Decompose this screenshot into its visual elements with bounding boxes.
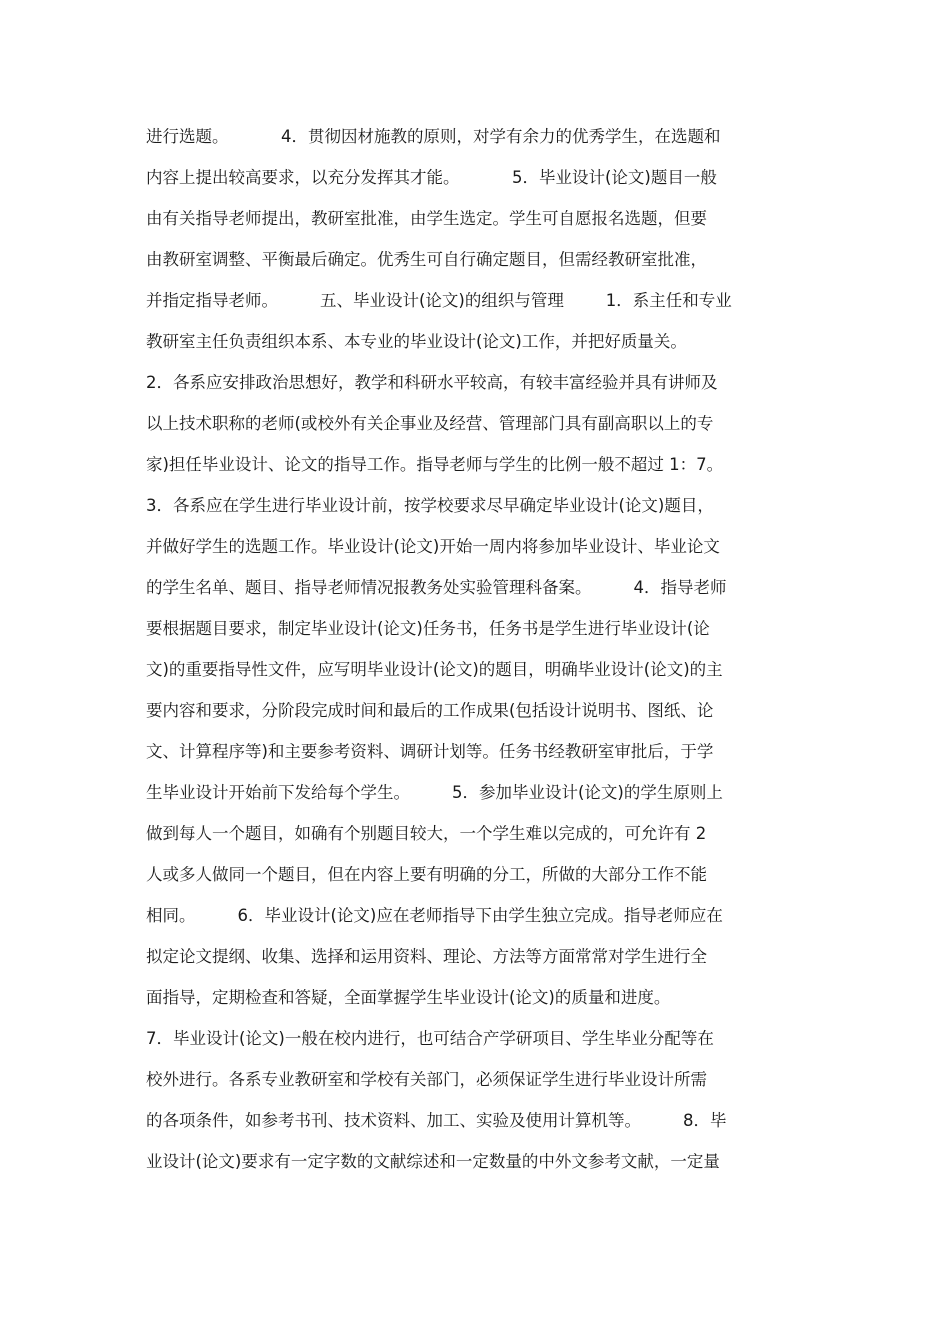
text-line: 教研室主任负责组织本系、本专业的毕业设计(论文)工作，并把好质量关。: [146, 332, 687, 351]
text-line: 的学生名单、题目、指导老师情况报教务处实验管理科备案。 4．指导老师: [146, 578, 727, 597]
body-text: [146, 121, 810, 1187]
text-line: 并指定指导老师。 五、毕业设计(论文)的组织与管理 1．系主任和专业: [146, 291, 732, 310]
text-line: 文)的重要指导性文件，应写明毕业设计(论文)的题目，明确毕业设计(论文)的主: [146, 660, 723, 679]
text-line: 以上技术职称的老师(或校外有关企事业及经营、管理部门具有副高职以上的专: [146, 414, 714, 433]
text-line: 生毕业设计开始前下发给每个学生。 5．参加毕业设计(论文)的学生原则上: [146, 783, 723, 802]
text-line: 并做好学生的选题工作。毕业设计(论文)开始一周内将参加毕业设计、毕业论文: [146, 537, 720, 556]
text-line: 校外进行。各系专业教研室和学校有关部门，必须保证学生进行毕业设计所需: [146, 1070, 707, 1089]
text-line: 7．毕业设计(论文)一般在校内进行，也可结合产学研项目、学生毕业分配等在: [146, 1029, 714, 1048]
text-line: 要根据题目要求，制定毕业设计(论文)任务书，任务书是学生进行毕业设计(论: [146, 619, 710, 638]
text-line: 家)担任毕业设计、论文的指导工作。指导老师与学生的比例一般不超过 1：7。: [146, 455, 724, 474]
text-line: 文、计算程序等)和主要参考资料、调研计划等。任务书经教研室审批后，于学: [146, 742, 714, 761]
text-line: 业设计(论文)要求有一定字数的文献综述和一定数量的中外文参考文献，一定量: [146, 1152, 720, 1171]
text-line: 面指导，定期检查和答疑，全面掌握学生毕业设计(论文)的质量和进度。: [146, 988, 671, 1007]
text-line: 拟定论文提纲、收集、选择和运用资料、理论、方法等方面常常对学生进行全: [146, 947, 707, 966]
text-line: 做到每人一个题目，如确有个别题目较大，一个学生难以完成的，可允许有 2: [146, 824, 707, 843]
text-line: 由教研室调整、平衡最后确定。优秀生可自行确定题目，但需经教研室批准，: [146, 250, 707, 269]
text-line: 相同。 6．毕业设计(论文)应在老师指导下由学生独立完成。指导老师应在: [146, 906, 723, 925]
text-line: 3．各系应在学生进行毕业设计前，按学校要求尽早确定毕业设计(论文)题目，: [146, 496, 714, 515]
text-line: 内容上提出较高要求，以充分发挥其才能。 5．毕业设计(论文)题目一般: [146, 168, 717, 187]
text-line: 要内容和要求，分阶段完成时间和最后的工作成果(包括设计说明书、图纸、论: [146, 701, 714, 720]
text-line: 进行选题。 4．贯彻因材施教的原则，对学有余力的优秀学生，在选题和: [146, 127, 721, 146]
text-line: 由有关指导老师提出，教研室批准，由学生选定。学生可自愿报名选题，但要: [146, 209, 707, 228]
text-line: 的各项条件，如参考书刊、技术资料、加工、实验及使用计算机等。 8．毕: [146, 1111, 727, 1130]
text-line: 2．各系应安排政治思想好，教学和科研水平较高，有较丰富经验并具有讲师及: [146, 373, 718, 392]
text-line: 人或多人做同一个题目，但在内容上要有明确的分工，所做的大部分工作不能: [146, 865, 707, 884]
